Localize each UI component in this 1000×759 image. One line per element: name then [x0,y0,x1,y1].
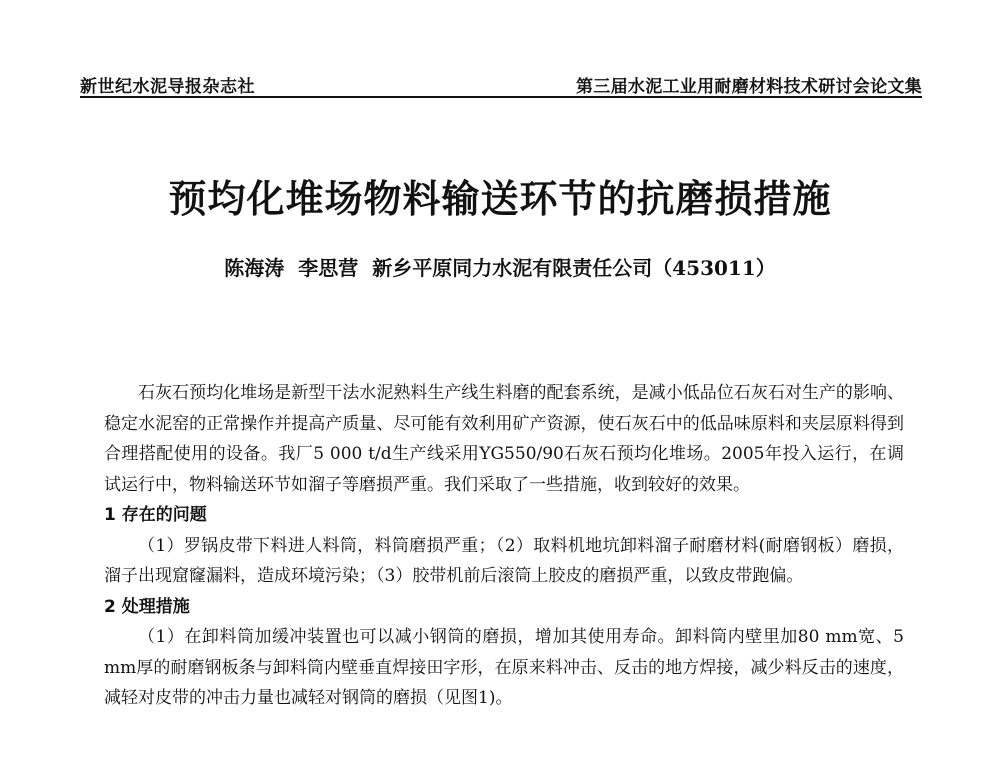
running-header [80,62,922,98]
affiliation: 新乡平原同力水泥有限责任公司（453011） [372,256,776,280]
section-1-paragraph: （1）罗锅皮带下料进人料筒，料筒磨损严重；（2）取料机地坑卸料溜子耐磨材料(耐磨钢板）磨损，溜子出现窟窿漏料，造成环境污染；（3）胶带机前后滚筒上胶皮的磨损严重，以致皮带跑偏。 [104,535,904,586]
article-title: 预均化堆场物料输送环节的抗磨损措施 [168,176,832,221]
section-2-paragraph: （1）在卸料筒加缓冲装置也可以减小钢筒的磨损，增加其使用寿命。卸料筒内壁里加80 mm宽、5 mm厚的耐磨钢板条与卸料筒内壁垂直焊接田字形，在原来料冲击、反击的地方焊接，减少料反击的速度，减轻对皮带的冲击力量也减轻对钢筒的磨损（见图1)。 [104,627,904,708]
byline [0,252,1000,281]
article-body [104,378,904,714]
section-1-heading: 1 存在的问题 [104,505,207,525]
section-2-heading: 2 处理措施 [104,596,190,617]
intro-paragraph: 石灰石预均化堆场是新型干法水泥熟料生产线生料磨的配套系统，是减小低品位石灰石对生产的影响、稳定水泥窑的正常操作并提高产质量、尽可能有效利用矿产资源，使石灰石中的低品味原料和夹层原料得到合理搭配使用的设备。我厂5 000 t/d生产线采用YG550/90石灰石预均化堆场。2005年投入运行，在调试运行中，物料输送环节如溜子等磨损严重。我们采取了一些措施，收到较好的效果。 [104,383,904,495]
header-publisher: 新世纪水泥导报杂志社 [80,77,255,97]
author-2: 李思营 [298,256,359,280]
author-1: 陈海涛 [224,256,285,280]
header-proceedings-title: 第三届水泥工业用耐磨材料技术研讨会论文集 [576,77,922,97]
